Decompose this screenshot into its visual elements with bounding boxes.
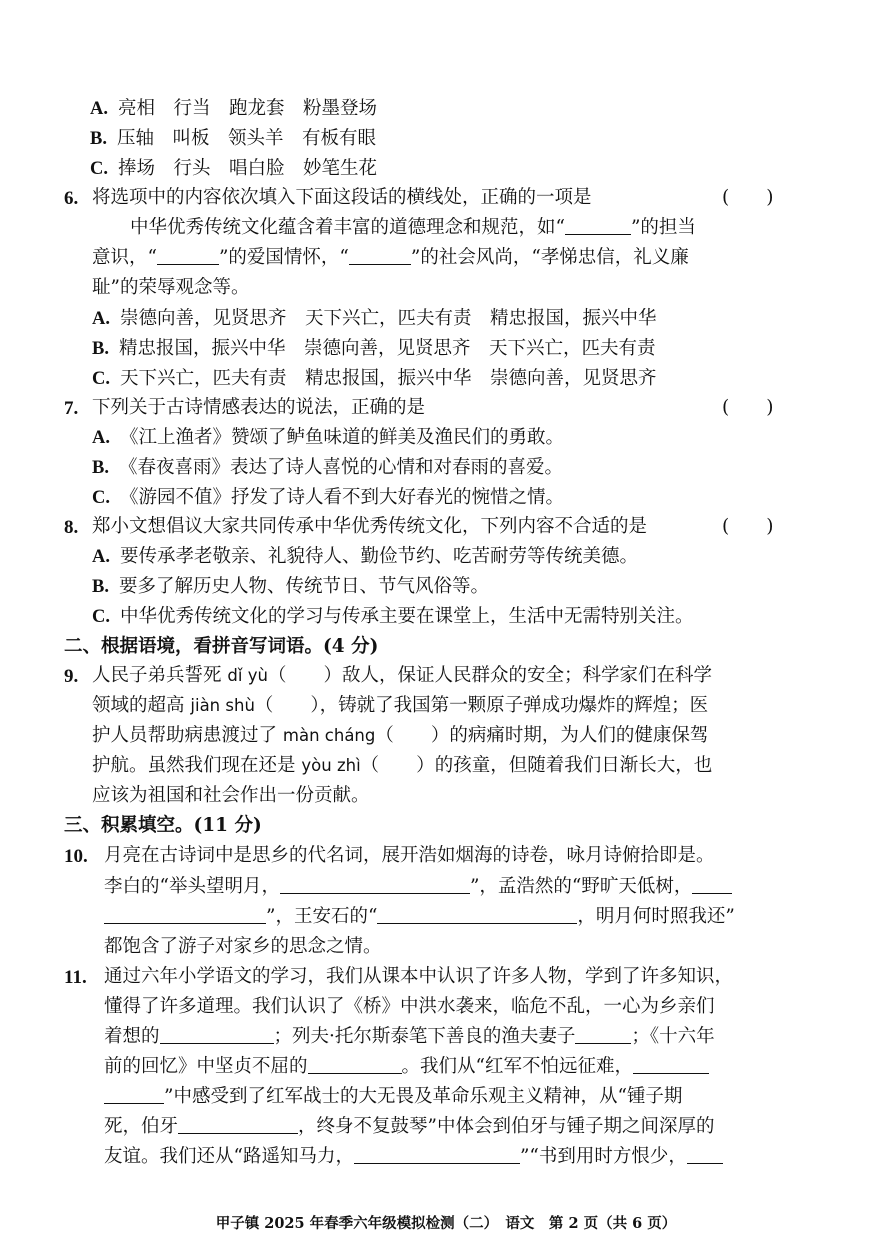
q6-passage-line1: 中华优秀传统文化蕴含着丰富的道德理念和规范，如“ ”的担当 <box>130 213 696 243</box>
q9-pinyin-1: dǐ yù <box>227 666 268 685</box>
q11-blank-4b <box>104 1083 164 1104</box>
q11-blank-5 <box>178 1113 298 1134</box>
q9-line3: 护人员帮助病患渡过了 màn cháng（ ）的病痛时期，为人们的健康保驾 <box>92 725 709 746</box>
q7-answer-paren: ( ) <box>722 397 774 418</box>
q5-option-c: C. 捧场 行头 唱白脸 妙笔生花 <box>90 158 378 179</box>
q10-number: 10. <box>64 846 88 867</box>
q11-line2: 懂得了许多道理。我们认识了《桥》中洪水袭来，临危不乱，一心为乡亲们 <box>104 996 715 1017</box>
q7-option-b: B. 《春夜喜雨》表达了诗人喜悦的心情和对春雨的喜爱。 <box>92 457 563 478</box>
section-3-heading: 三、积累填空。(11 分) <box>64 815 262 836</box>
q9-line5: 应该为祖国和社会作出一份贡献。 <box>92 785 370 806</box>
q11-line1: 通过六年小学语文的学习，我们从课本中认识了许多人物，学到了许多知识， <box>104 966 734 987</box>
q10-line4: 都饱含了游子对家乡的思念之情。 <box>104 936 382 957</box>
q11-blank-1 <box>160 1023 274 1044</box>
q5-option-a: A. 亮相 行当 跑龙套 粉墨登场 <box>90 98 378 119</box>
q10-blank-3 <box>377 903 577 924</box>
section-2-heading: 二、根据语境，看拼音写词语。(4 分) <box>64 636 379 657</box>
q10-line2: 李白的“举头望明月， ”，孟浩然的“野旷天低树， <box>104 872 732 902</box>
q10-line3: ”，王安石的“ ，明月何时照我还” <box>104 902 735 932</box>
q11-line4: 前的回忆》中坚贞不屈的 。我们从“红军不怕远征难， <box>104 1052 709 1082</box>
q6-number: 6. <box>64 188 79 209</box>
q8-option-a: A. 要传承孝老敬亲、礼貌待人、勤俭节约、吃苦耐劳等传统美德。 <box>92 546 639 567</box>
q6-blank-2 <box>157 244 219 265</box>
q6-answer-paren: ( ) <box>722 187 774 208</box>
q11-blank-6 <box>354 1143 520 1164</box>
q8-answer-paren: ( ) <box>722 516 774 537</box>
q6-passage-line3: 耻”的荣辱观念等。 <box>92 277 250 298</box>
q6-passage-line2: 意识，“ ”的爱国情怀，“ ”的社会风尚，“孝悌忠信，礼义廉 <box>92 243 689 273</box>
q8-option-b: B. 要多了解历史人物、传统节日、节气风俗等。 <box>92 576 489 597</box>
q11-blank-2 <box>575 1023 631 1044</box>
q11-line6: 死，伯牙 ，终身不复鼓琴”中体会到伯牙与锺子期之间深厚的 <box>104 1112 714 1142</box>
q11-line5: ”中感受到了红军战士的大无畏及革命乐观主义精神，从“锺子期 <box>104 1082 682 1112</box>
q6-option-b: B. 精忠报国，振兴中华 崇德向善，见贤思齐 天下兴亡，匹夫有责 <box>92 338 656 359</box>
q7-option-c: C. 《游园不值》抒发了诗人看不到大好春光的惋惜之情。 <box>92 487 565 508</box>
q9-line2: 领域的超高 jiàn shù（ ），铸就了我国第一颗原子弹成功爆炸的辉煌；医 <box>92 695 709 716</box>
q11-number: 11. <box>64 967 87 988</box>
q10-blank-2a <box>692 873 732 894</box>
q6-stem: 将选项中的内容依次填入下面这段话的横线处，正确的一项是 <box>92 187 592 208</box>
q10-blank-1 <box>280 873 470 894</box>
q6-blank-1 <box>565 214 631 235</box>
q8-option-c: C. 中华优秀传统文化的学习与传承主要在课堂上，生活中无需特别关注。 <box>92 606 694 627</box>
q10-blank-2b <box>104 903 266 924</box>
q8-number: 8. <box>64 517 79 538</box>
q6-option-c: C. 天下兴亡，匹夫有责 精忠报国，振兴中华 崇德向善，见贤思齐 <box>92 368 657 389</box>
q9-pinyin-3: màn cháng <box>282 726 376 745</box>
q6-blank-3 <box>349 244 411 265</box>
q11-blank-7 <box>687 1143 723 1164</box>
q9-pinyin-4: yòu zhì <box>301 756 361 775</box>
q9-pinyin-2: jiàn shù <box>190 696 255 715</box>
q10-line1: 月亮在古诗词中是思乡的代名词，展开浩如烟海的诗卷，咏月诗俯拾即是。 <box>104 845 715 866</box>
q11-line3: 着想的 ；列夫·托尔斯泰笔下善良的渔夫妻子 ；《十六年 <box>104 1022 715 1052</box>
page-footer: 甲子镇 2025 年春季六年级模拟检测（二） 语文 第 2 页（共 6 页） <box>215 1215 677 1232</box>
q11-blank-3 <box>308 1053 402 1074</box>
q6-option-a: A. 崇德向善，见贤思齐 天下兴亡，匹夫有责 精忠报国，振兴中华 <box>92 308 657 329</box>
q7-stem: 下列关于古诗情感表达的说法，正确的是 <box>92 397 426 418</box>
q11-line7: 友谊。我们还从“路遥知马力， ”“书到用时方恨少， <box>104 1142 723 1172</box>
q11-blank-4a <box>633 1053 709 1074</box>
q9-line1: 人民子弟兵誓死 dǐ yù（ ）敌人，保证人民群众的安全；科学家们在科学 <box>92 665 712 686</box>
q5-option-b: B. 压轴 叫板 领头羊 有板有眼 <box>90 128 376 149</box>
q9-line4: 护航。虽然我们现在还是 yòu zhì（ ）的孩童，但随着我们日渐长大，也 <box>92 755 713 776</box>
q7-option-a: A. 《江上渔者》赞颂了鲈鱼味道的鲜美及渔民们的勇敢。 <box>92 427 565 448</box>
q7-number: 7. <box>64 398 79 419</box>
q9-number: 9. <box>64 666 79 687</box>
q8-stem: 郑小文想倡议大家共同传承中华优秀传统文化，下列内容不合适的是 <box>92 516 648 537</box>
